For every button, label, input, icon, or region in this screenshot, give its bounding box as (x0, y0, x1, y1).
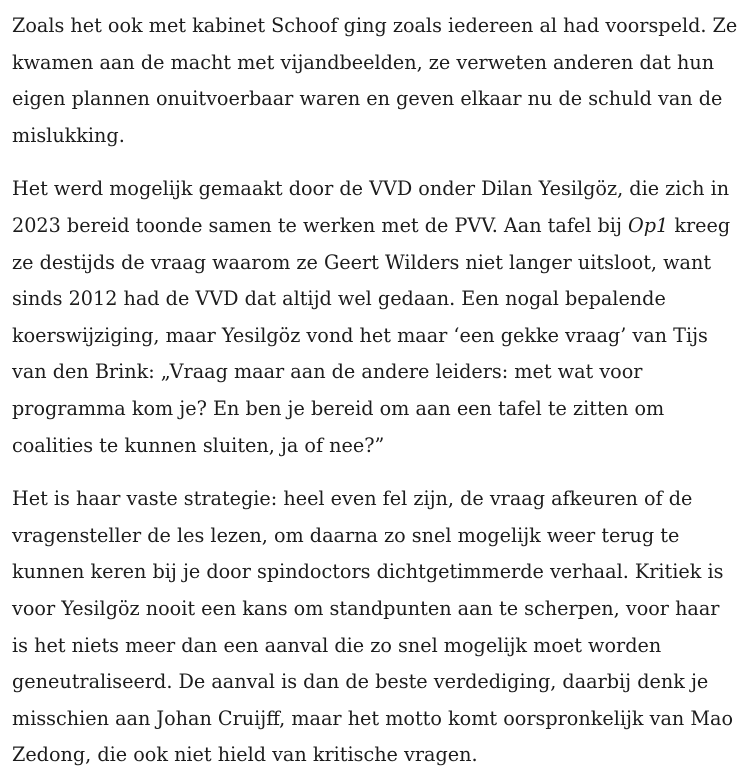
paragraph-2-text-start: Het werd mogelijk gemaakt door de VVD onder Dilan Yesilgöz, die zich in 2023 bereid toonde samen te werken met de PVV. Aan tafel bij (12, 177, 730, 237)
paragraph-3: Het is haar vaste strategie: heel even fel zijn, de vraag afkeuren of de vragensteller de les lezen, om daarna zo snel mogelijk weer terug te kunnen keren bij je door spindoctors dichtgetimmerde verhaal. Kritiek is voor Yesilgöz nooit een kans om standpunten aan te scherpen, voor haar is het niets meer dan een aanval die zo snel mogelijk moet worden geneutraliseerd. De aanval is dan de beste verdediging, daarbij denk je misschien aan Johan Cruijff, maar het motto komt oorspronkelijk van Mao Zedong, die ook niet hield van kritische vragen. (12, 487, 734, 767)
paragraph-2-text-end: kreeg ze destijds de vraag waarom ze Geert Wilders niet langer uitsloot, want sinds 2012 had de VVD dat altijd wel gedaan. Een nogal bepalende koerswijziging, maar Yesilgöz vond het maar ‘een gekke vraag’ van Tijs van den Brink: „Vraag maar aan de andere leiders: met wat voor programma kom je? En ben je bereid om aan een tafel te zitten om coalities te kunnen sluiten, ja of nee?” (12, 213, 731, 457)
paragraph-1: Zoals het ook met kabinet Schoof ging zoals iedereen al had voorspeld. Ze kwamen aan de macht met vijandbeelden, ze verweten anderen dat hun eigen plannen onuitvoerbaar waren en geven elkaar nu de schuld van de mislukking. (12, 14, 738, 147)
paragraph-2 (12, 171, 741, 464)
program-title-italic: Op1 (628, 213, 669, 237)
